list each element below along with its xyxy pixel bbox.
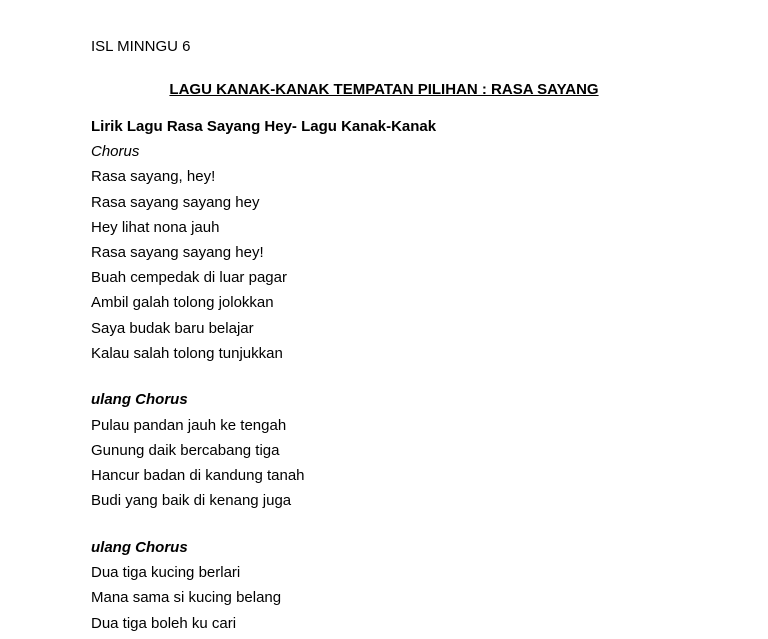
- repeat-chorus-label: ulang Chorus: [91, 539, 188, 556]
- repeat-chorus-label: ulang Chorus: [91, 391, 188, 409]
- document-title: LAGU KANAK-KANAK TEMPATAN PILIHAN : RASA SAYANG: [169, 81, 599, 98]
- lyrics-heading: Lirik Lagu Rasa Sayang Hey- Lagu Kanak-Kanak: [91, 118, 437, 135]
- verse-line: Dua tiga kucing berlari: [91, 564, 241, 582]
- verse-line: Budi yang baik di kenang juga: [91, 492, 292, 510]
- verse-line: Mana sama si kucing belang: [91, 589, 282, 607]
- verse-line: Saya budak baru belajar: [91, 319, 254, 337]
- verse-line: Gunung daik bercabang tiga: [91, 441, 280, 459]
- lyrics-block: [91, 117, 436, 639]
- stanza-gap: [91, 516, 436, 538]
- verse-line: Dua tiga boleh ku cari: [91, 614, 237, 632]
- verse-line: Buah cempedak di luar pagar: [91, 269, 287, 287]
- chorus-label: Chorus: [91, 143, 140, 161]
- verse-line: Kalau salah tolong tunjukkan: [91, 344, 283, 362]
- verse-line: Pulau pandan jauh ke tengah: [91, 416, 287, 434]
- document-header: ISL MINNGU 6: [91, 38, 191, 55]
- chorus-line: Hey lihat nona jauh: [91, 218, 220, 236]
- chorus-line: Rasa sayang sayang hey: [91, 193, 260, 211]
- chorus-line: Rasa sayang, hey!: [91, 168, 216, 186]
- verse-line: Hancur badan di kandung tanah: [91, 467, 305, 485]
- stanza-gap: [91, 369, 436, 391]
- verse-line: Ambil galah tolong jolokkan: [91, 294, 274, 312]
- chorus-line: Rasa sayang sayang hey!: [91, 243, 264, 261]
